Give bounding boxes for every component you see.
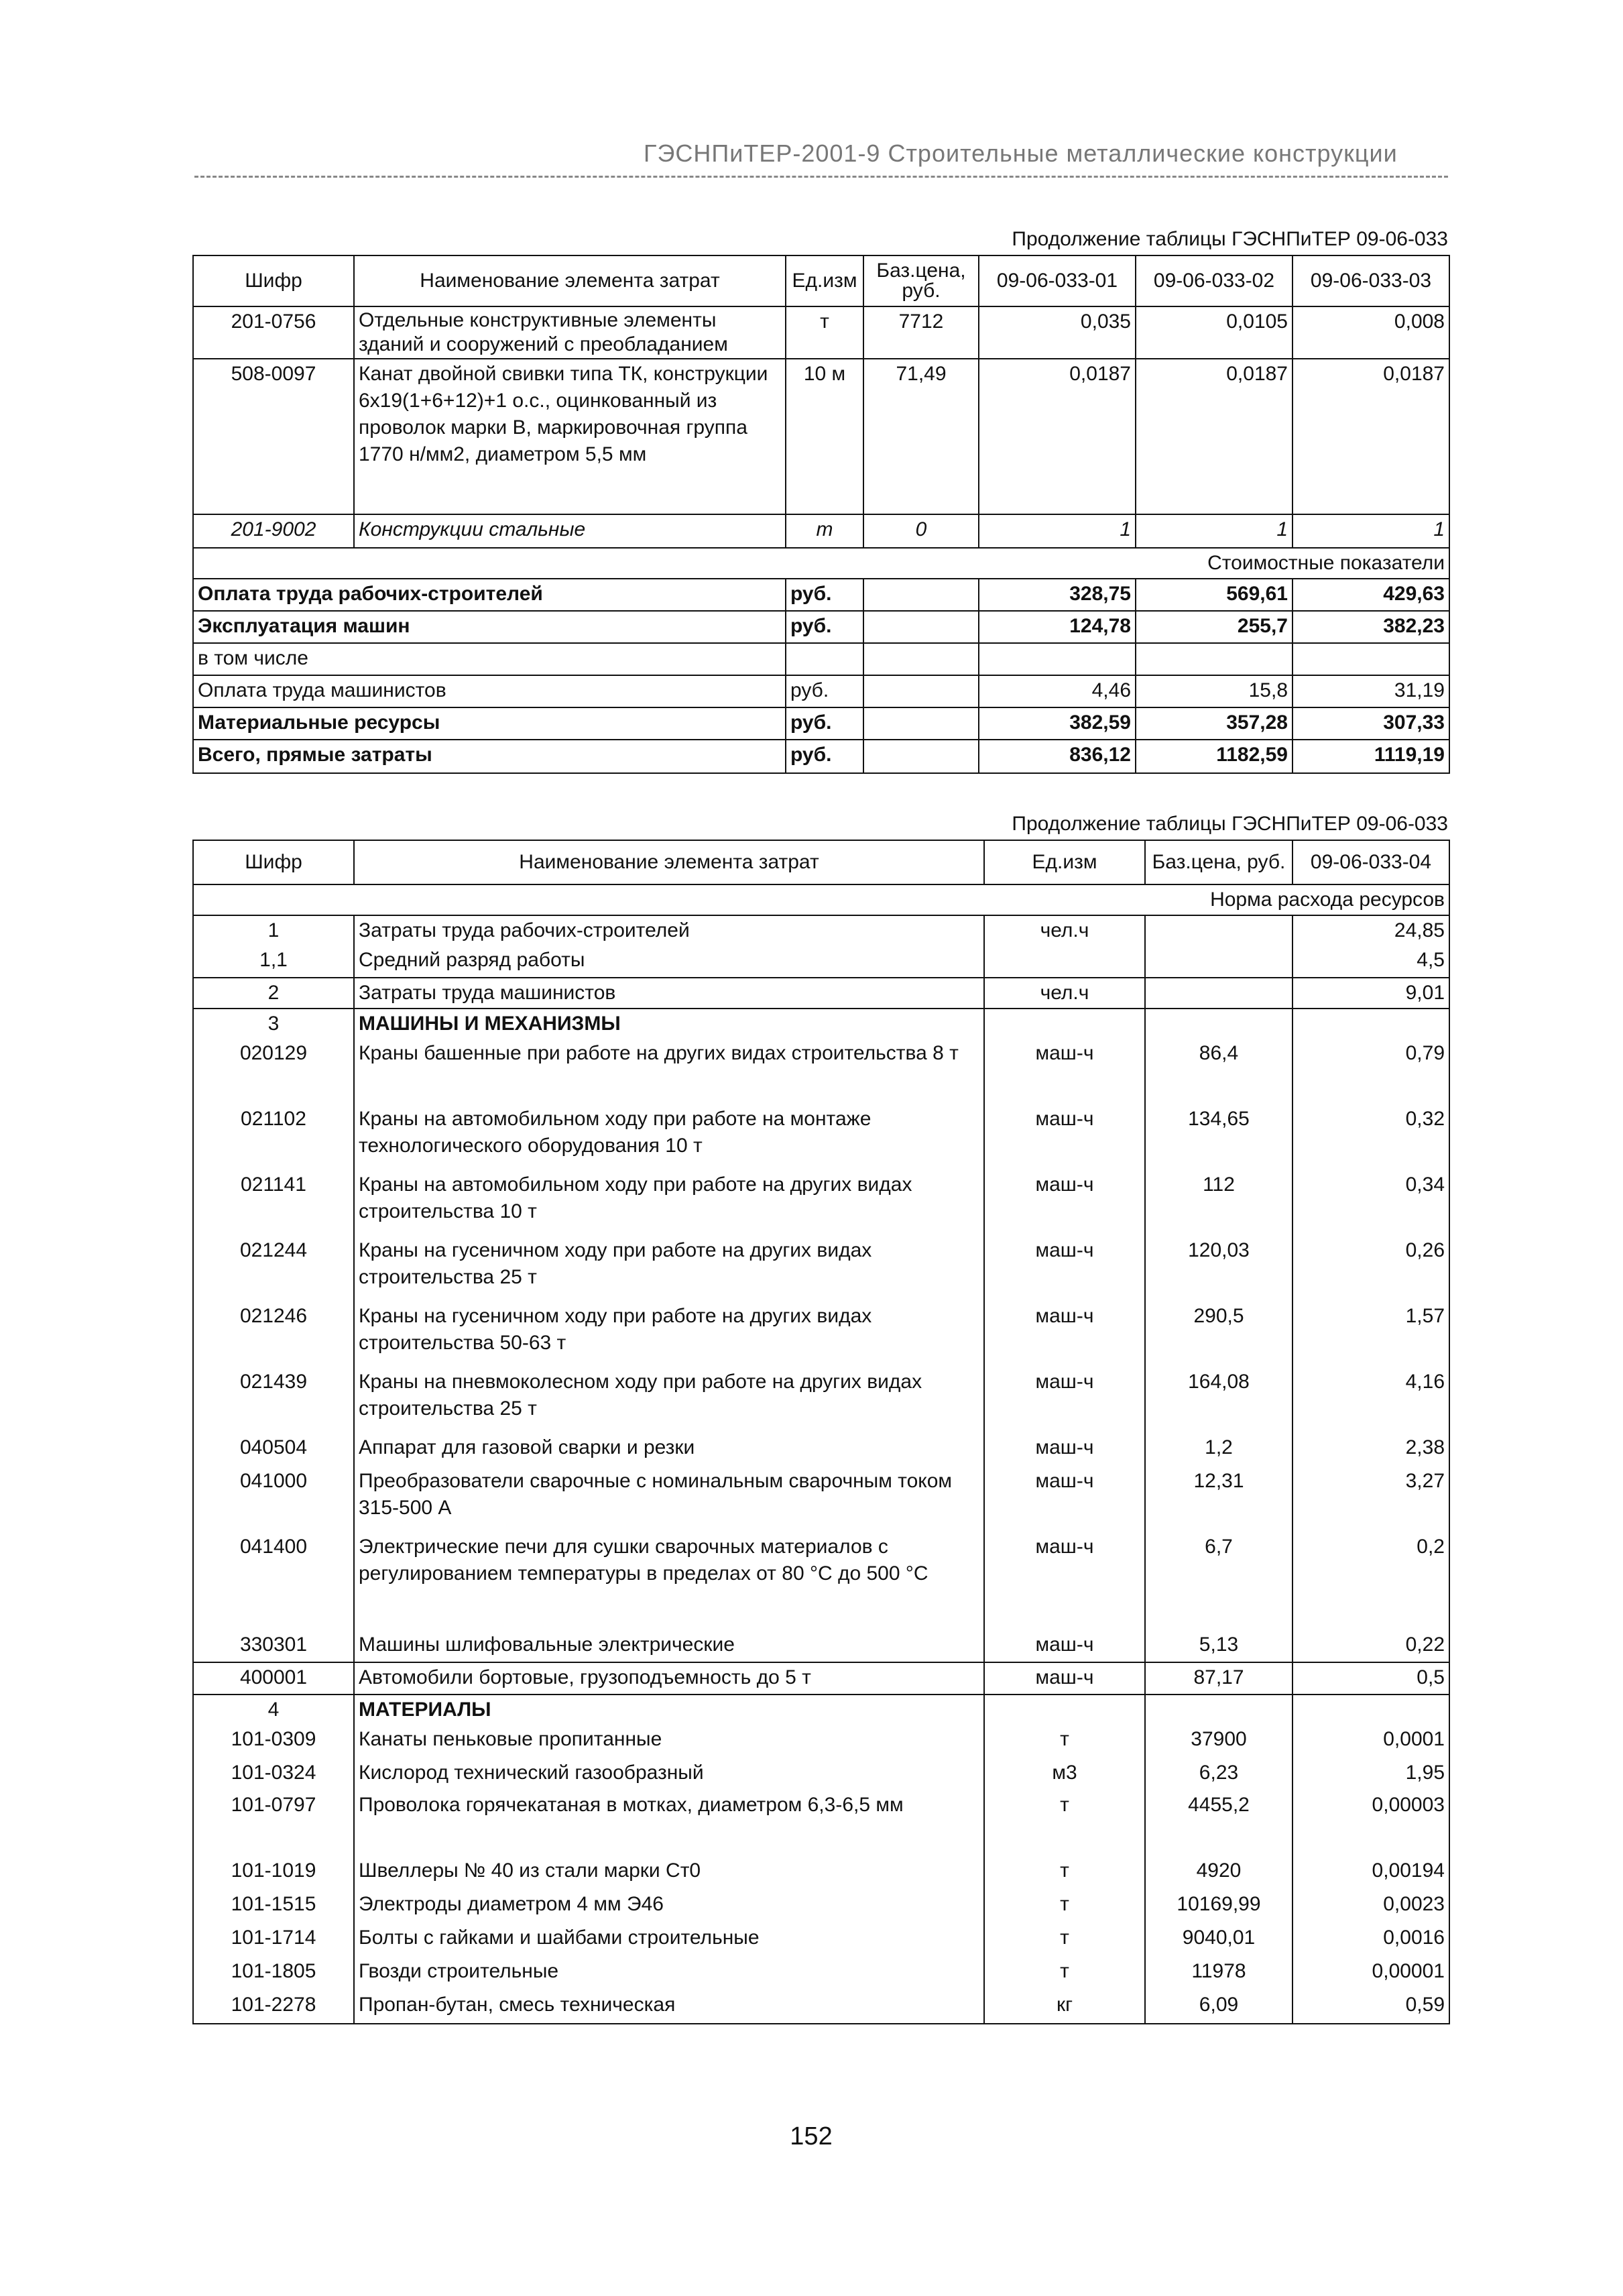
row-code: 201-0756 bbox=[193, 306, 354, 359]
row-code: 400001 bbox=[193, 1662, 354, 1695]
row-value-03: 1 bbox=[1293, 514, 1449, 548]
row-value-02: 0,0105 bbox=[1136, 306, 1293, 359]
row-name: Затраты труда машинистов bbox=[354, 978, 984, 1009]
cost-value-02: 1182,59 bbox=[1136, 740, 1293, 773]
table-row bbox=[193, 978, 1449, 1009]
norm-section-label: Норма расхода ресурсов bbox=[193, 884, 1449, 915]
table-row bbox=[193, 1532, 1449, 1630]
row-unit bbox=[984, 1695, 1145, 1725]
row-code: 101-1714 bbox=[193, 1923, 354, 1957]
table-row bbox=[193, 1367, 1449, 1433]
row-value-04: 0,00001 bbox=[1293, 1957, 1449, 1990]
row-value-04: 0,5 bbox=[1293, 1662, 1449, 1695]
row-value-04: 0,22 bbox=[1293, 1630, 1449, 1662]
row-price: 120,03 bbox=[1145, 1236, 1293, 1302]
cost-row bbox=[193, 643, 1449, 675]
row-price: 4920 bbox=[1145, 1856, 1293, 1890]
cost-name: Оплата труда машинистов bbox=[193, 675, 786, 707]
row-unit: 10 м bbox=[786, 359, 863, 514]
table-row bbox=[193, 1990, 1449, 2024]
row-code: 1 bbox=[193, 915, 354, 945]
column-header-name: Наименование элемента затрат bbox=[354, 255, 786, 306]
row-name: Канаты пеньковые пропитанные bbox=[354, 1725, 984, 1758]
row-unit: маш-ч bbox=[984, 1302, 1145, 1367]
row-value-04: 0,0023 bbox=[1293, 1890, 1449, 1923]
row-price bbox=[1145, 1009, 1293, 1039]
row-value-03: 0,008 bbox=[1293, 306, 1449, 359]
row-price: 7712 bbox=[863, 306, 979, 359]
row-price: 12,31 bbox=[1145, 1467, 1293, 1532]
row-unit: маш-ч bbox=[984, 1630, 1145, 1662]
cost-value-03: 429,63 bbox=[1293, 579, 1449, 611]
cost-name: Эксплуатация машин bbox=[193, 611, 786, 643]
row-value-04: 0,0016 bbox=[1293, 1923, 1449, 1957]
row-value-04: 0,0001 bbox=[1293, 1725, 1449, 1758]
row-unit: маш-ч bbox=[984, 1662, 1145, 1695]
table-row bbox=[193, 915, 1449, 945]
column-header-name: Наименование элемента затрат bbox=[354, 840, 984, 884]
row-name: Краны на автомобильном ходу при работе на других видах строительства 10 т bbox=[354, 1170, 984, 1236]
row-name: Краны на пневмоколесном ходу при работе на других видах строительства 25 т bbox=[354, 1367, 984, 1433]
row-unit: чел.ч bbox=[984, 978, 1145, 1009]
column-header-price: Баз.цена, руб. bbox=[863, 255, 979, 306]
table-row bbox=[193, 945, 1449, 978]
running-header: ГЭСНПиТЕР-2001-9 Строительные металлические конструкции bbox=[644, 139, 1398, 167]
row-name: Гвозди строительные bbox=[354, 1957, 984, 1990]
cost-unit: руб. bbox=[786, 707, 863, 740]
column-header-09-06-033-02: 09-06-033-02 bbox=[1136, 255, 1293, 306]
row-name: Краны башенные при работе на других видах строительства 8 т bbox=[354, 1039, 984, 1104]
table-row bbox=[193, 1170, 1449, 1236]
row-unit bbox=[984, 945, 1145, 978]
cost-value-03 bbox=[1293, 643, 1449, 675]
row-value-04: 0,00194 bbox=[1293, 1856, 1449, 1890]
row-value-02: 0,0187 bbox=[1136, 359, 1293, 514]
cost-section-label: Стоимостные показатели bbox=[193, 548, 1449, 579]
column-header-09-06-033-01: 09-06-033-01 bbox=[979, 255, 1136, 306]
row-value-04: 2,38 bbox=[1293, 1433, 1449, 1467]
row-price: 11978 bbox=[1145, 1957, 1293, 1990]
column-header-code: Шифр bbox=[193, 255, 354, 306]
table-row bbox=[193, 1957, 1449, 1990]
table-row bbox=[193, 1104, 1449, 1170]
row-unit bbox=[984, 1009, 1145, 1039]
table-row bbox=[193, 1433, 1449, 1467]
row-value-04: 24,85 bbox=[1293, 915, 1449, 945]
row-value-04: 0,2 bbox=[1293, 1532, 1449, 1630]
row-value-01: 1 bbox=[979, 514, 1136, 548]
row-code: 021141 bbox=[193, 1170, 354, 1236]
row-price: 9040,01 bbox=[1145, 1923, 1293, 1957]
row-value-04: 1,57 bbox=[1293, 1302, 1449, 1367]
row-name: Конструкции стальные bbox=[354, 514, 786, 548]
cost-value-01: 382,59 bbox=[979, 707, 1136, 740]
cost-name: Всего, прямые затраты bbox=[193, 740, 786, 773]
cost-value-02: 569,61 bbox=[1136, 579, 1293, 611]
row-name: Проволока горячекатаная в мотках, диаметром 6,3-6,5 мм bbox=[354, 1790, 984, 1856]
cost-value-01: 328,75 bbox=[979, 579, 1136, 611]
row-code: 2 bbox=[193, 978, 354, 1009]
row-value-04: 0,32 bbox=[1293, 1104, 1449, 1170]
row-code: 101-1019 bbox=[193, 1856, 354, 1890]
header-rule bbox=[194, 176, 1448, 178]
row-unit: маш-ч bbox=[984, 1433, 1145, 1467]
row-price: 87,17 bbox=[1145, 1662, 1293, 1695]
row-unit: т bbox=[984, 1890, 1145, 1923]
row-price: 1,2 bbox=[1145, 1433, 1293, 1467]
row-name: Кислород технический газообразный bbox=[354, 1758, 984, 1790]
row-code: 1,1 bbox=[193, 945, 354, 978]
row-code: 201-9002 bbox=[193, 514, 354, 548]
row-name: Швеллеры № 40 из стали марки Ст0 bbox=[354, 1856, 984, 1890]
row-unit: т bbox=[984, 1957, 1145, 1990]
cost-value-02: 255,7 bbox=[1136, 611, 1293, 643]
cost-value-01: 836,12 bbox=[979, 740, 1136, 773]
row-price: 86,4 bbox=[1145, 1039, 1293, 1104]
row-unit: м3 bbox=[984, 1758, 1145, 1790]
row-name: Средний разряд работы bbox=[354, 945, 984, 978]
cost-row bbox=[193, 740, 1449, 773]
row-code: 040504 bbox=[193, 1433, 354, 1467]
row-price bbox=[1145, 978, 1293, 1009]
row-unit: маш-ч bbox=[984, 1532, 1145, 1630]
row-code: 508-0097 bbox=[193, 359, 354, 514]
cost-value-02: 357,28 bbox=[1136, 707, 1293, 740]
table-row bbox=[193, 1467, 1449, 1532]
table-row bbox=[193, 1302, 1449, 1367]
row-code: 021439 bbox=[193, 1367, 354, 1433]
table1-caption: Продолжение таблицы ГЭСНПиТЕР 09-06-033 bbox=[1012, 228, 1448, 250]
row-code: 330301 bbox=[193, 1630, 354, 1662]
row-code: 3 bbox=[193, 1009, 354, 1039]
row-price: 10169,99 bbox=[1145, 1890, 1293, 1923]
cost-value-01: 124,78 bbox=[979, 611, 1136, 643]
row-code: 101-2278 bbox=[193, 1990, 354, 2024]
row-price: 6,09 bbox=[1145, 1990, 1293, 2024]
row-price: 37900 bbox=[1145, 1725, 1293, 1758]
row-price: 71,49 bbox=[863, 359, 979, 514]
table-row bbox=[193, 1039, 1449, 1104]
column-header-unit: Ед.изм bbox=[786, 255, 863, 306]
row-unit: чел.ч bbox=[984, 915, 1145, 945]
section-header-row bbox=[193, 1009, 1449, 1039]
row-value-04: 0,79 bbox=[1293, 1039, 1449, 1104]
table-row bbox=[193, 306, 1449, 359]
column-header-price: Баз.цена, руб. bbox=[1145, 840, 1293, 884]
row-code: 101-1515 bbox=[193, 1890, 354, 1923]
row-unit: т bbox=[984, 1790, 1145, 1856]
row-value-02: 1 bbox=[1136, 514, 1293, 548]
page-number: 152 bbox=[790, 2122, 833, 2150]
row-name: МАШИНЫ И МЕХАНИЗМЫ bbox=[354, 1009, 984, 1039]
section-row bbox=[193, 884, 1449, 915]
row-unit: т bbox=[984, 1725, 1145, 1758]
cost-unit bbox=[786, 643, 863, 675]
section-row bbox=[193, 548, 1449, 579]
row-unit: маш-ч bbox=[984, 1367, 1145, 1433]
row-price: 4455,2 bbox=[1145, 1790, 1293, 1856]
cost-value-03: 382,23 bbox=[1293, 611, 1449, 643]
row-code: 101-1805 bbox=[193, 1957, 354, 1990]
row-unit: т bbox=[984, 1856, 1145, 1890]
row-code: 101-0309 bbox=[193, 1725, 354, 1758]
row-name: МАТЕРИАЛЫ bbox=[354, 1695, 984, 1725]
row-value-04: 0,26 bbox=[1293, 1236, 1449, 1302]
row-code: 020129 bbox=[193, 1039, 354, 1104]
row-unit: т bbox=[786, 306, 863, 359]
row-code: 101-0324 bbox=[193, 1758, 354, 1790]
row-unit: маш-ч bbox=[984, 1039, 1145, 1104]
row-price: 164,08 bbox=[1145, 1367, 1293, 1433]
row-code: 021244 bbox=[193, 1236, 354, 1302]
row-name: Краны на гусеничном ходу при работе на других видах строительства 25 т bbox=[354, 1236, 984, 1302]
row-code: 041400 bbox=[193, 1532, 354, 1630]
table-row bbox=[193, 1630, 1449, 1662]
column-header-09-06-033-04: 09-06-033-04 bbox=[1293, 840, 1449, 884]
cost-value-03: 31,19 bbox=[1293, 675, 1449, 707]
row-price bbox=[1145, 915, 1293, 945]
row-value-01: 0,035 bbox=[979, 306, 1136, 359]
cost-value-02 bbox=[1136, 643, 1293, 675]
row-value-04: 4,16 bbox=[1293, 1367, 1449, 1433]
table-row bbox=[193, 1725, 1449, 1758]
row-price: 134,65 bbox=[1145, 1104, 1293, 1170]
column-header-09-06-033-03: 09-06-033-03 bbox=[1293, 255, 1449, 306]
cost-unit: руб. bbox=[786, 740, 863, 773]
table-row bbox=[193, 359, 1449, 514]
row-name: Отдельные конструктивные элементы зданий и сооружений с преобладанием bbox=[354, 306, 786, 359]
row-value-01: 0,0187 bbox=[979, 359, 1136, 514]
row-unit: маш-ч bbox=[984, 1236, 1145, 1302]
row-unit: т bbox=[786, 514, 863, 548]
cost-unit: руб. bbox=[786, 675, 863, 707]
cost-name: в том числе bbox=[193, 643, 786, 675]
row-price bbox=[1145, 945, 1293, 978]
row-name: Краны на гусеничном ходу при работе на других видах строительства 50-63 т bbox=[354, 1302, 984, 1367]
column-header-code: Шифр bbox=[193, 840, 354, 884]
cost-row bbox=[193, 707, 1449, 740]
row-name: Пропан-бутан, смесь техническая bbox=[354, 1990, 984, 2024]
table2-caption: Продолжение таблицы ГЭСНПиТЕР 09-06-033 bbox=[1012, 813, 1448, 835]
row-price: 6,7 bbox=[1145, 1532, 1293, 1630]
row-price: 5,13 bbox=[1145, 1630, 1293, 1662]
table-row bbox=[193, 1890, 1449, 1923]
cost-value-01: 4,46 bbox=[979, 675, 1136, 707]
table-row bbox=[193, 1856, 1449, 1890]
row-name: Аппарат для газовой сварки и резки bbox=[354, 1433, 984, 1467]
cost-unit: руб. bbox=[786, 579, 863, 611]
cost-value-01 bbox=[979, 643, 1136, 675]
table-row bbox=[193, 1662, 1449, 1695]
row-unit: маш-ч bbox=[984, 1104, 1145, 1170]
row-value-04: 1,95 bbox=[1293, 1758, 1449, 1790]
table-row bbox=[193, 1758, 1449, 1790]
row-value-04: 3,27 bbox=[1293, 1467, 1449, 1532]
row-value-04 bbox=[1293, 1009, 1449, 1039]
row-name: Затраты труда рабочих-строителей bbox=[354, 915, 984, 945]
row-code: 101-0797 bbox=[193, 1790, 354, 1856]
resource-norm-table bbox=[192, 840, 1450, 2024]
row-name: Машины шлифовальные электрические bbox=[354, 1630, 984, 1662]
cost-row bbox=[193, 675, 1449, 707]
cost-row bbox=[193, 579, 1449, 611]
table-row bbox=[193, 514, 1449, 548]
row-code: 041000 bbox=[193, 1467, 354, 1532]
row-value-04: 9,01 bbox=[1293, 978, 1449, 1009]
cost-value-03: 1119,19 bbox=[1293, 740, 1449, 773]
row-price: 6,23 bbox=[1145, 1758, 1293, 1790]
cost-unit: руб. bbox=[786, 611, 863, 643]
row-unit: маш-ч bbox=[984, 1170, 1145, 1236]
cost-value-03: 307,33 bbox=[1293, 707, 1449, 740]
row-value-04: 4,5 bbox=[1293, 945, 1449, 978]
row-name: Преобразователи сварочные с номинальным сварочным током 315-500 А bbox=[354, 1467, 984, 1532]
row-value-04: 0,00003 bbox=[1293, 1790, 1449, 1856]
row-unit: т bbox=[984, 1923, 1145, 1957]
row-code: 4 bbox=[193, 1695, 354, 1725]
cost-value-02: 15,8 bbox=[1136, 675, 1293, 707]
cost-name: Оплата труда рабочих-строителей bbox=[193, 579, 786, 611]
row-name: Болты с гайками и шайбами строительные bbox=[354, 1923, 984, 1957]
row-name: Краны на автомобильном ходу при работе на монтаже технологического оборудования 10 т bbox=[354, 1104, 984, 1170]
row-code: 021246 bbox=[193, 1302, 354, 1367]
table-row bbox=[193, 1236, 1449, 1302]
row-name: Электроды диаметром 4 мм Э46 bbox=[354, 1890, 984, 1923]
row-name: Электрические печи для сушки сварочных материалов с регулированием температуры в пределах от 80 °С до 500 °С bbox=[354, 1532, 984, 1630]
column-header-unit: Ед.изм bbox=[984, 840, 1145, 884]
row-name: Автомобили бортовые, грузоподъемность до 5 т bbox=[354, 1662, 984, 1695]
row-price: 290,5 bbox=[1145, 1302, 1293, 1367]
row-unit: маш-ч bbox=[984, 1467, 1145, 1532]
row-price: 112 bbox=[1145, 1170, 1293, 1236]
row-value-04: 0,34 bbox=[1293, 1170, 1449, 1236]
row-code: 021102 bbox=[193, 1104, 354, 1170]
row-unit: кг bbox=[984, 1990, 1145, 2024]
row-value-04: 0,59 bbox=[1293, 1990, 1449, 2024]
section-header-row bbox=[193, 1695, 1449, 1725]
table-row bbox=[193, 1923, 1449, 1957]
resource-cost-table bbox=[192, 255, 1450, 774]
cost-row bbox=[193, 611, 1449, 643]
row-price bbox=[1145, 1695, 1293, 1725]
row-value-04 bbox=[1293, 1695, 1449, 1725]
row-price: 0 bbox=[863, 514, 979, 548]
cost-name: Материальные ресурсы bbox=[193, 707, 786, 740]
row-value-03: 0,0187 bbox=[1293, 359, 1449, 514]
table-row bbox=[193, 1790, 1449, 1856]
row-name: Канат двойной свивки типа ТК, конструкции 6х19(1+6+12)+1 о.с., оцинкованный из проволок марки В, маркировочная группа 1770 н/мм2, диаметром 5,5 мм bbox=[354, 359, 786, 514]
